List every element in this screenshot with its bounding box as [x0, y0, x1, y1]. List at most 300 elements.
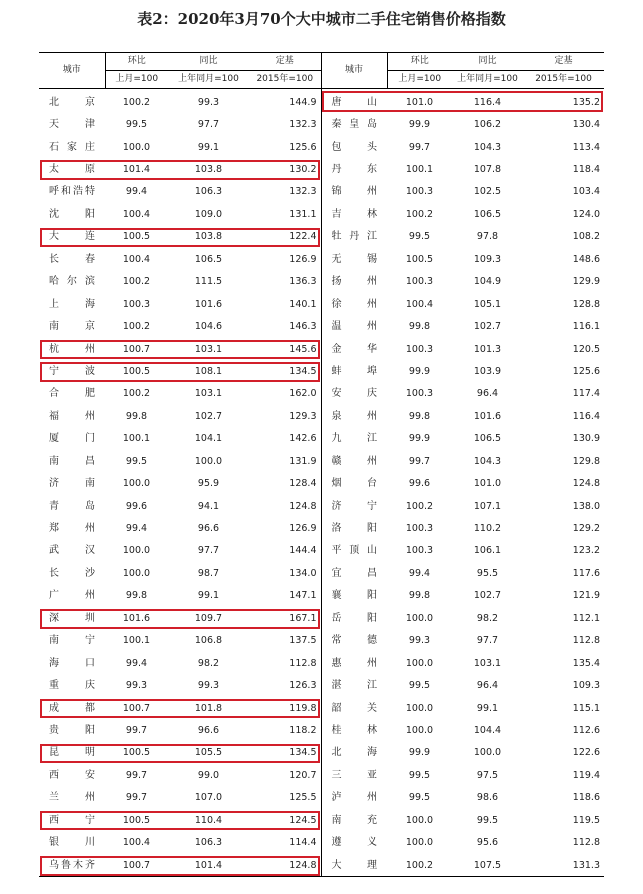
- yoy-header: 同比: [168, 53, 249, 71]
- mom-header-right: 环比: [387, 53, 452, 71]
- table-row: [39, 607, 604, 629]
- yoy-value: 94.1: [197, 500, 220, 512]
- base-value: 130.2: [249, 158, 321, 180]
- mom-subheader-right: 上月=100: [387, 71, 452, 89]
- yoy-value: 103.8: [194, 231, 223, 243]
- yoy-value-right: 101.3: [473, 343, 502, 355]
- mom-value: 99.5: [125, 455, 148, 467]
- mom-value-right: 99.9: [408, 747, 431, 759]
- mom-value-right: 99.8: [408, 321, 431, 333]
- mom-value-right: 100.3: [405, 388, 434, 400]
- yoy-value: 106.3: [194, 186, 223, 198]
- yoy-value-right: 107.5: [473, 859, 502, 871]
- mom-value-right: 100.3: [405, 186, 434, 198]
- yoy-header-right: 同比: [452, 53, 523, 71]
- city-name-right: 宜昌: [321, 562, 387, 584]
- city-name-right: 桂林: [321, 719, 387, 741]
- city-name: 昆明: [49, 747, 95, 759]
- city-name-right: 泸州: [321, 787, 387, 809]
- base-value-right: 130.4: [572, 119, 600, 131]
- city-name-right: 遵义: [321, 831, 387, 853]
- base-value-right: 129.9: [572, 276, 600, 288]
- city-name-right: 包头: [321, 136, 387, 158]
- city-header-right: 城市: [321, 53, 387, 89]
- city-name: 石家庄: [49, 141, 95, 153]
- mom-value: 100.5: [122, 231, 151, 243]
- yoy-value: 103.1: [194, 388, 223, 400]
- base-value-right: 124.8: [572, 478, 600, 490]
- city-name-right: 襄阳: [321, 585, 387, 607]
- city-name: 贵阳: [49, 724, 95, 736]
- city-name: 天津: [49, 119, 95, 131]
- mom-value: 100.2: [122, 388, 151, 400]
- yoy-value-right: 104.9: [473, 276, 502, 288]
- city-name: 厦门: [49, 433, 95, 445]
- city-name: 南昌: [49, 455, 95, 467]
- table-row: [39, 405, 604, 427]
- base-value: 144.4: [249, 540, 321, 562]
- yoy-value-right: 100.0: [473, 747, 502, 759]
- mom-value: 100.2: [122, 276, 151, 288]
- city-name-right: 牡丹江: [321, 226, 387, 248]
- table-row: [39, 226, 604, 248]
- mom-value-right: 99.9: [408, 119, 431, 131]
- mom-value: 100.4: [122, 208, 151, 220]
- city-name: 哈尔滨: [49, 276, 95, 288]
- mom-value-right: 100.3: [405, 276, 434, 288]
- yoy-value: 109.0: [194, 208, 223, 220]
- base-value: 167.1: [249, 607, 321, 629]
- yoy-value: 98.7: [197, 567, 220, 579]
- table-row: [39, 203, 604, 225]
- base-value-right: 130.9: [572, 433, 600, 445]
- yoy-value: 98.2: [197, 657, 220, 669]
- base-value: 129.3: [249, 405, 321, 427]
- yoy-value-right: 102.7: [473, 321, 502, 333]
- mom-value-right: 99.8: [408, 410, 431, 422]
- base-value-right: 148.6: [572, 253, 600, 265]
- base-value: 131.9: [249, 450, 321, 472]
- yoy-value-right: 104.4: [473, 724, 502, 736]
- base-value-right: 117.4: [572, 388, 600, 400]
- city-name: 南宁: [49, 635, 95, 647]
- city-name: 长春: [49, 253, 95, 265]
- yoy-value: 97.7: [197, 119, 220, 131]
- base-value-right: 129.2: [572, 523, 600, 535]
- table-row: [39, 495, 604, 517]
- mom-value: 99.4: [125, 186, 148, 198]
- base-value-right: 135.2: [572, 96, 600, 108]
- yoy-value: 103.1: [194, 343, 223, 355]
- yoy-value: 104.1: [194, 433, 223, 445]
- page-title: 表2：2020年3月70个大中城市二手住宅销售价格指数: [137, 10, 506, 28]
- city-name: 成都: [49, 702, 95, 714]
- city-name: 宁波: [49, 365, 95, 377]
- city-name-right: 徐州: [321, 293, 387, 315]
- base-value-right: 112.8: [572, 635, 600, 647]
- yoy-value-right: 106.2: [473, 119, 502, 131]
- yoy-value-right: 106.5: [473, 433, 502, 445]
- mom-value: 100.5: [122, 814, 151, 826]
- city-name: 合肥: [49, 388, 95, 400]
- mom-value-right: 99.3: [408, 635, 431, 647]
- base-value-right: 112.8: [572, 837, 600, 849]
- base-value: 142.6: [249, 428, 321, 450]
- mom-value-right: 100.0: [405, 814, 434, 826]
- base-value-right: 121.9: [572, 590, 600, 602]
- base-value-right: 135.4: [572, 657, 600, 669]
- city-name: 青岛: [49, 500, 95, 512]
- city-name-right: 秦皇岛: [321, 113, 387, 135]
- mom-value: 100.1: [122, 433, 151, 445]
- mom-value-right: 99.5: [408, 680, 431, 692]
- mom-subheader: 上月=100: [105, 71, 168, 89]
- table-row: [39, 630, 604, 652]
- base-value: 112.8: [249, 652, 321, 674]
- city-name: 深圳: [49, 612, 95, 624]
- base-value: 119.8: [249, 697, 321, 719]
- mom-value-right: 100.1: [405, 164, 434, 176]
- table-row: [39, 383, 604, 405]
- yoy-value: 106.3: [194, 837, 223, 849]
- yoy-value-right: 102.7: [473, 590, 502, 602]
- mom-value: 100.3: [122, 298, 151, 310]
- city-name-right: 泉州: [321, 405, 387, 427]
- table-row: [39, 742, 604, 764]
- yoy-value-right: 97.5: [476, 769, 499, 781]
- mom-value: 99.4: [125, 523, 148, 535]
- table-row: [39, 89, 604, 114]
- table-row: [39, 248, 604, 270]
- base-value-right: 120.5: [572, 343, 600, 355]
- base-value-right: 119.5: [572, 814, 600, 826]
- base-value: 134.5: [249, 360, 321, 382]
- yoy-value: 97.7: [197, 545, 220, 557]
- mom-value: 100.0: [122, 567, 151, 579]
- base-value: 134.5: [249, 742, 321, 764]
- mom-value: 100.5: [122, 747, 151, 759]
- city-name: 西安: [49, 769, 95, 781]
- yoy-value: 105.5: [194, 747, 223, 759]
- base-value: 126.9: [249, 248, 321, 270]
- table-row: [39, 585, 604, 607]
- mom-value-right: 100.5: [405, 253, 434, 265]
- yoy-value: 104.6: [194, 321, 223, 333]
- table-row: [39, 428, 604, 450]
- yoy-value: 111.5: [194, 276, 223, 288]
- city-name-right: 常德: [321, 630, 387, 652]
- table-row: [39, 562, 604, 584]
- base-value: 128.4: [249, 472, 321, 494]
- mom-value-right: 99.5: [408, 769, 431, 781]
- base-value-right: 118.6: [572, 792, 600, 804]
- yoy-value-right: 95.6: [476, 837, 499, 849]
- yoy-value-right: 99.1: [476, 702, 499, 714]
- city-name-right: 韶关: [321, 697, 387, 719]
- table-row: [39, 854, 604, 877]
- city-name: 沈阳: [49, 208, 95, 220]
- city-name-right: 三亚: [321, 764, 387, 786]
- yoy-value: 107.0: [194, 792, 223, 804]
- base-value-right: 116.4: [572, 410, 600, 422]
- city-name: 长沙: [49, 567, 95, 579]
- yoy-value: 99.3: [197, 680, 220, 692]
- mom-value-right: 100.0: [405, 837, 434, 849]
- city-name: 太原: [49, 164, 95, 176]
- base-value: 124.8: [249, 495, 321, 517]
- mom-value: 100.7: [122, 859, 151, 871]
- table-row: [39, 517, 604, 539]
- base-value: 126.9: [249, 517, 321, 539]
- base-value: 125.6: [249, 136, 321, 158]
- mom-value-right: 99.8: [408, 590, 431, 602]
- base-value: 122.4: [249, 226, 321, 248]
- city-name: 福州: [49, 410, 95, 422]
- yoy-value: 108.1: [194, 365, 223, 377]
- table-row: [39, 181, 604, 203]
- city-name-right: 唐山: [321, 89, 387, 114]
- yoy-value-right: 102.5: [473, 186, 502, 198]
- city-name: 重庆: [49, 680, 95, 692]
- yoy-value: 101.4: [194, 859, 223, 871]
- city-name-right: 扬州: [321, 271, 387, 293]
- mom-value: 100.7: [122, 702, 151, 714]
- base-value-right: 116.1: [572, 321, 600, 333]
- base-value: 118.2: [249, 719, 321, 741]
- city-name: 上海: [49, 298, 95, 310]
- city-name: 西宁: [49, 814, 95, 826]
- base-value-right: 112.1: [572, 612, 600, 624]
- yoy-value-right: 104.3: [473, 455, 502, 467]
- yoy-value: 99.1: [197, 141, 220, 153]
- city-name-right: 大理: [321, 854, 387, 877]
- mom-value-right: 99.9: [408, 365, 431, 377]
- base-value: 147.1: [249, 585, 321, 607]
- mom-value: 100.0: [122, 545, 151, 557]
- yoy-value-right: 106.5: [473, 208, 502, 220]
- table-row: [39, 809, 604, 831]
- mom-value: 101.6: [122, 612, 151, 624]
- base-value: 140.1: [249, 293, 321, 315]
- yoy-value: 100.0: [194, 455, 223, 467]
- mom-value-right: 100.0: [405, 657, 434, 669]
- base-value: 126.3: [249, 674, 321, 696]
- table-row: [39, 136, 604, 158]
- base-value-right: 124.0: [572, 208, 600, 220]
- city-name-right: 烟台: [321, 472, 387, 494]
- yoy-value-right: 106.1: [473, 545, 502, 557]
- yoy-value-right: 98.2: [476, 612, 499, 624]
- base-value-right: 129.8: [572, 455, 600, 467]
- base-value-right: 112.6: [572, 724, 600, 736]
- table-row: [39, 450, 604, 472]
- yoy-value: 99.0: [197, 769, 220, 781]
- mom-value: 99.6: [125, 500, 148, 512]
- city-name: 北京: [49, 96, 95, 108]
- mom-value-right: 100.2: [405, 500, 434, 512]
- table-row: [39, 787, 604, 809]
- yoy-value-right: 110.2: [473, 523, 502, 535]
- mom-value-right: 100.0: [405, 612, 434, 624]
- mom-value-right: 99.5: [408, 792, 431, 804]
- city-name-right: 丹东: [321, 158, 387, 180]
- base-value-right: 118.4: [572, 164, 600, 176]
- mom-value-right: 101.0: [405, 96, 434, 108]
- yoy-value-right: 96.4: [476, 680, 499, 692]
- base-value: 144.9: [249, 89, 321, 114]
- base-value: 131.1: [249, 203, 321, 225]
- yoy-value-right: 97.7: [476, 635, 499, 647]
- base-value-right: 103.4: [572, 186, 600, 198]
- yoy-value: 101.6: [194, 298, 223, 310]
- base-value: 124.8: [249, 854, 321, 877]
- mom-value: 100.5: [122, 365, 151, 377]
- yoy-value: 96.6: [197, 523, 220, 535]
- table-row: [39, 540, 604, 562]
- base-subheader: 2015年=100: [249, 71, 321, 89]
- city-name: 武汉: [49, 545, 95, 557]
- base-value-right: 119.4: [572, 769, 600, 781]
- mom-value-right: 100.3: [405, 523, 434, 535]
- base-value-right: 117.6: [572, 567, 600, 579]
- mom-header: 环比: [105, 53, 168, 71]
- base-value-right: 125.6: [572, 365, 600, 377]
- mom-value-right: 99.6: [408, 478, 431, 490]
- mom-value-right: 99.5: [408, 231, 431, 243]
- city-name-right: 赣州: [321, 450, 387, 472]
- mom-value: 99.4: [125, 657, 148, 669]
- base-value-right: 128.8: [572, 298, 600, 310]
- yoy-value-right: 101.6: [473, 410, 502, 422]
- mom-value-right: 100.0: [405, 702, 434, 714]
- mom-value-right: 100.3: [405, 545, 434, 557]
- table-row: [39, 360, 604, 382]
- base-value: 134.0: [249, 562, 321, 584]
- mom-value-right: 100.2: [405, 859, 434, 871]
- city-name-right: 无锡: [321, 248, 387, 270]
- city-name-right: 济宁: [321, 495, 387, 517]
- yoy-value: 102.7: [194, 410, 223, 422]
- yoy-value: 106.8: [194, 635, 223, 647]
- base-value: 162.0: [249, 383, 321, 405]
- table-row: [39, 697, 604, 719]
- city-name-right: 北海: [321, 742, 387, 764]
- mom-value-right: 99.9: [408, 433, 431, 445]
- mom-value: 99.8: [125, 410, 148, 422]
- base-value-right: 131.3: [572, 859, 600, 871]
- base-value: 120.7: [249, 764, 321, 786]
- mom-value: 100.4: [122, 253, 151, 265]
- base-value: 114.4: [249, 831, 321, 853]
- yoy-value-right: 103.1: [473, 657, 502, 669]
- city-name: 呼和浩特: [49, 186, 95, 198]
- yoy-value: 96.6: [197, 724, 220, 736]
- base-value-right: 138.0: [572, 500, 600, 512]
- city-name-right: 安庆: [321, 383, 387, 405]
- table-row: [39, 652, 604, 674]
- mom-value: 99.7: [125, 769, 148, 781]
- city-name: 银川: [49, 837, 95, 849]
- base-value: 125.5: [249, 787, 321, 809]
- base-value: 132.3: [249, 181, 321, 203]
- city-name-right: 锦州: [321, 181, 387, 203]
- mom-value: 99.5: [125, 119, 148, 131]
- city-name: 南京: [49, 321, 95, 333]
- city-header: 城市: [39, 53, 105, 89]
- mom-value: 100.7: [122, 343, 151, 355]
- table-row: [39, 338, 604, 360]
- city-name-right: 洛阳: [321, 517, 387, 539]
- table-row: [39, 113, 604, 135]
- mom-value: 100.0: [122, 141, 151, 153]
- table-row: [39, 315, 604, 337]
- base-value: 132.3: [249, 113, 321, 135]
- table-row: [39, 674, 604, 696]
- base-value-right: 115.1: [572, 702, 600, 714]
- mom-value-right: 100.2: [405, 208, 434, 220]
- city-name-right: 南充: [321, 809, 387, 831]
- mom-value-right: 100.3: [405, 343, 434, 355]
- yoy-value: 99.1: [197, 590, 220, 602]
- city-name-right: 湛江: [321, 674, 387, 696]
- yoy-value-right: 96.4: [476, 388, 499, 400]
- city-name: 大连: [49, 231, 95, 243]
- mom-value-right: 100.4: [405, 298, 434, 310]
- base-value-right: 109.3: [572, 680, 600, 692]
- city-name: 广州: [49, 590, 95, 602]
- yoy-value-right: 95.5: [476, 567, 499, 579]
- table-row: [39, 293, 604, 315]
- yoy-value: 109.7: [194, 612, 223, 624]
- mom-value: 101.4: [122, 164, 151, 176]
- base-value-right: 122.6: [572, 747, 600, 759]
- city-name-right: 金华: [321, 338, 387, 360]
- mom-value: 100.1: [122, 635, 151, 647]
- base-value: 146.3: [249, 315, 321, 337]
- yoy-subheader-right: 上年同月=100: [452, 71, 523, 89]
- table-row: [39, 764, 604, 786]
- yoy-value: 101.8: [194, 702, 223, 714]
- mom-value-right: 99.7: [408, 455, 431, 467]
- table-row: [39, 831, 604, 853]
- yoy-value: 103.8: [194, 164, 223, 176]
- mom-value: 100.2: [122, 96, 151, 108]
- yoy-value-right: 116.4: [473, 96, 502, 108]
- yoy-value-right: 107.1: [473, 500, 502, 512]
- mom-value: 100.2: [122, 321, 151, 333]
- mom-value-right: 99.4: [408, 567, 431, 579]
- yoy-value-right: 99.5: [476, 814, 499, 826]
- table-body: [39, 89, 604, 877]
- table-row: [39, 472, 604, 494]
- mom-value: 99.3: [125, 680, 148, 692]
- city-name-right: 惠州: [321, 652, 387, 674]
- mom-value: 99.7: [125, 792, 148, 804]
- mom-value: 100.4: [122, 837, 151, 849]
- mom-value: 99.7: [125, 724, 148, 736]
- yoy-value-right: 104.3: [473, 141, 502, 153]
- city-name: 郑州: [49, 523, 95, 535]
- yoy-value-right: 109.3: [473, 253, 502, 265]
- price-index-table: [39, 52, 604, 877]
- yoy-value-right: 103.9: [473, 365, 502, 377]
- base-value: 145.6: [249, 338, 321, 360]
- city-name-right: 平顶山: [321, 540, 387, 562]
- yoy-value-right: 101.0: [473, 478, 502, 490]
- base-header-right: 定基: [523, 53, 604, 71]
- city-name-right: 九江: [321, 428, 387, 450]
- table-row: [39, 719, 604, 741]
